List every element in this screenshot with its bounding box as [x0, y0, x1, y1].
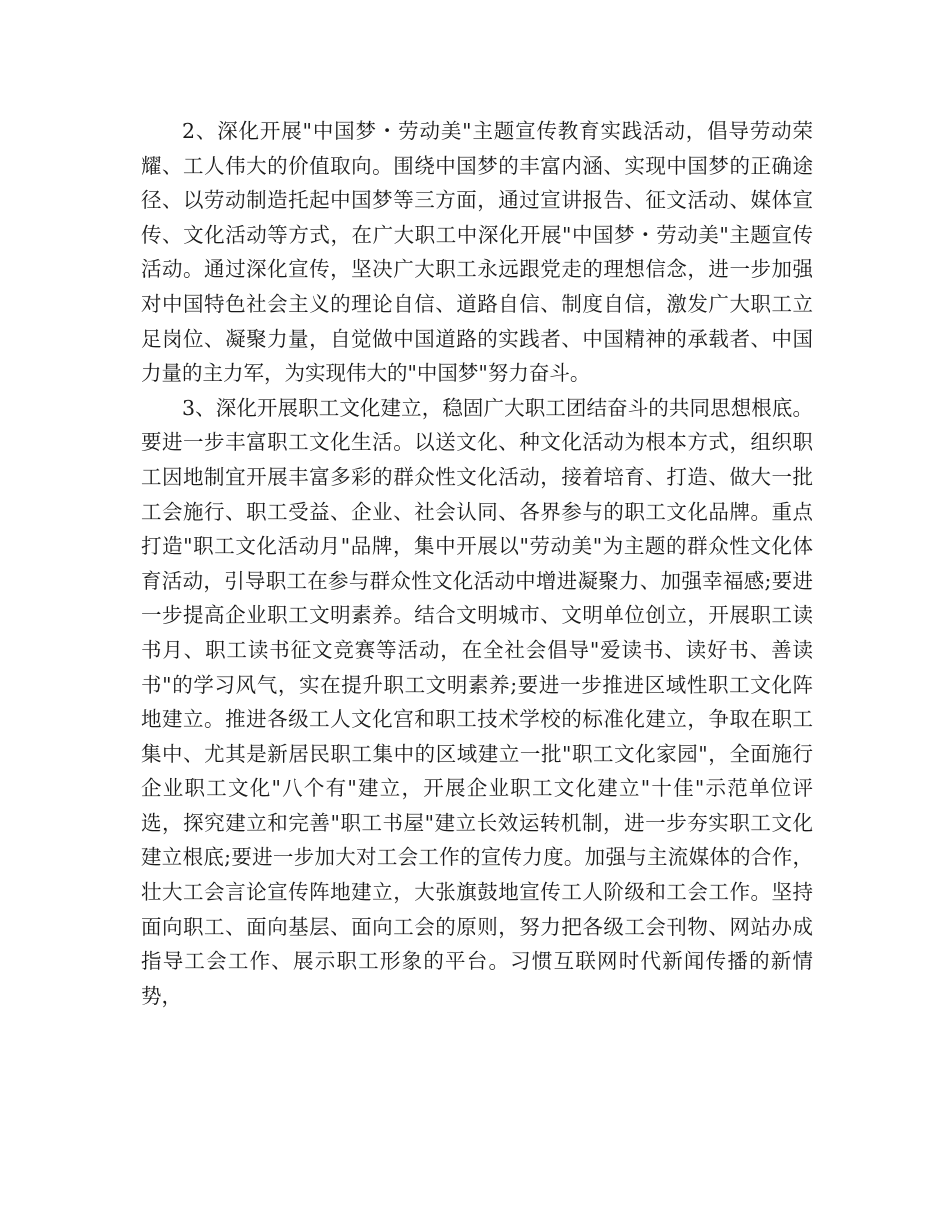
paragraph-3: 3、深化开展职工文化建立，稳固广大职工团结奋斗的共同思想根底。要进一步丰富职工文化生活。以送文化、种文化活动为根本方式，组织职工因地制宜开展丰富多彩的群众性文化活动，接着培育、打造、做大一批工会施行、职工受益、企业、社会认同、各界参与的职工文化品牌。重点打造"职工文化活动月"品牌，集中开展以"劳动美"为主题的群众性文化体育活动，引导职工在参与群众性文化活动中增进凝聚力、加强幸福感;要进一步提高企业职工文明素养。结合文明城市、文明单位创立，开展职工读书月、职工读书征文竞赛等活动，在全社会倡导"爱读书、读好书、善读书"的学习风气，实在提升职工文明素养;要进一步推进区域性职工文化阵地建立。推进各级工人文化宫和职工技术学校的标准化建立，争取在职工集中、尤其是新居民职工集中的区域建立一批"职工文化家园"，全面施行企业职工文化"八个有"建立，开展企业职工文化建立"十佳"示范单位评选，探究建立和完善"职工书屋"建立长效运转机制，进一步夯实职工文化建立根底;要进一步加大对工会工作的宣传力度。加强与主流媒体的合作，壮大工会言论宣传阵地建立，大张旗鼓地宣传工人阶级和工会工作。坚持面向职工、面向基层、面向工会的原则，努力把各级工会刊物、网站办成指导工会工作、展示职工形象的平台。习惯互联网时代新闻传播的新情势，: [141, 395, 813, 1008]
paragraph-2: 2、深化开展"中国梦・劳动美"主题宣传教育实践活动，倡导劳动荣耀、工人伟大的价值取向。围绕中国梦的丰富内涵、实现中国梦的正确途径、以劳动制造托起中国梦等三方面，通过宣讲报告、征文活动、媒体宣传、文化活动等方式，在广大职工中深化开展"中国梦・劳动美"主题宣传活动。通过深化宣传，坚决广大职工永远跟党走的理想信念，进一步加强对中国特色社会主义的理论自信、道路自信、制度自信，激发广大职工立足岗位、凝聚力量，自觉做中国道路的实践者、中国精神的承载者、中国力量的主力军，为实现伟大的"中国梦"努力奋斗。: [141, 119, 813, 386]
document-body: [141, 114, 813, 1013]
